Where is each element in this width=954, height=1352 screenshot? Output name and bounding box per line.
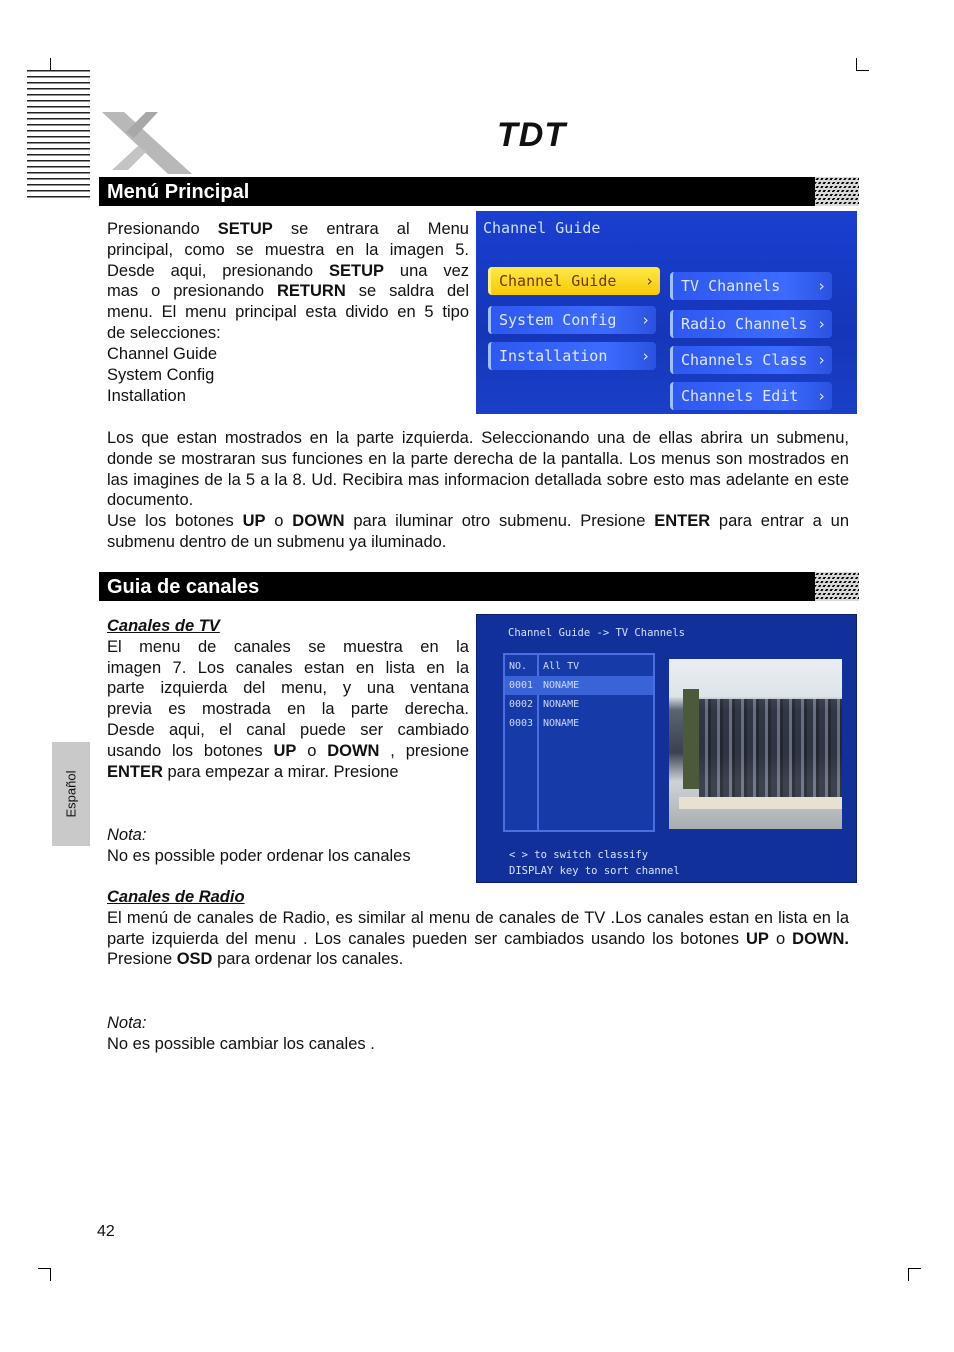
list-header: NO. All TV (509, 661, 580, 672)
language-tab (52, 742, 90, 846)
section-heading-guia-de-canales (99, 572, 859, 601)
text-line: Desde aqui, el canal puede ser cambiado (107, 720, 469, 739)
note-text: No es possible poder ordenar los canales (107, 846, 411, 865)
note-1 (107, 825, 469, 867)
text-line: Presionando SETUP se entrara al Menu (107, 220, 469, 238)
channel-list (503, 653, 655, 832)
text-line: parte izquierda del menu, y una ventana (107, 679, 469, 698)
text-line: principal, como se muestra en la imagen 5. (107, 240, 469, 259)
hint-switch-classify: < > to switch classify (509, 849, 649, 861)
menu-item-system-config: System Config › (488, 306, 656, 334)
section-heading-text: Menú Principal (107, 181, 250, 203)
brand-logo-icon (98, 108, 198, 178)
note-2 (107, 1013, 849, 1055)
hint-sort-channel: DISPLAY key to sort channel (509, 865, 680, 877)
table-row: 0002 NONAME (509, 699, 580, 710)
hatch-decoration (815, 572, 859, 601)
page-title: TDT (497, 116, 567, 154)
paragraph-buttons: Use los botones UP o DOWN para iluminar otro submenu. Presione ENTER para entrar a un submenu dentro de un submenu ya iluminado. (107, 512, 850, 551)
menu-list (107, 344, 469, 406)
chevron-right-icon: › (816, 351, 826, 369)
paragraph-menus: Los que estan mostrados en la parte izquierda. Seleccionando una de ellas abrira un submenu, donde se mostraran sus funciones en la parte derecha de la pantalla. Los menus son mostrados en las imagines de la 5 a la 8. Ud. Recibira mas informacion detallada sobre esto mas adelante en este documento. Use los botones UP o DOWN para iluminar otro submenu. Presione ENTER para entrar a un submenu dentro de un submenu ya iluminado. (107, 429, 850, 551)
menu-item-installation: Installation › (488, 342, 656, 370)
crop-mark-bottom-left (38, 1268, 51, 1281)
text-line: El menu de canales se muestra en la (107, 637, 469, 656)
header-stripes (27, 70, 90, 200)
language-tab-label: Español (63, 770, 79, 818)
screen-title: Channel Guide -> TV Channels (508, 627, 686, 639)
menu-item-channel-guide: Channel Guide › (488, 267, 660, 295)
crop-mark-top-right (856, 58, 869, 71)
text-line: previa es mostrada en la parte derecha. (107, 700, 469, 719)
intro-paragraph (107, 219, 469, 344)
hatch-decoration (815, 177, 859, 206)
paragraph-radio: El menú de canales de Radio, es similar al menu de canales de TV .Los canales estan en lista en la parte izquierda del menu . Los canales pueden ser cambiados usando los botones UP o DOWN. Presione OSD para ordenar los canales. (107, 908, 849, 969)
text-line: usando los botones UP o DOWN , presione (107, 741, 469, 760)
chevron-right-icon: › (816, 277, 826, 295)
submenu-item-tv-channels: TV Channels › (670, 272, 832, 300)
chevron-right-icon: › (644, 272, 654, 290)
note-text: No es possible cambiar los canales . (107, 1034, 375, 1053)
note-label: Nota: (107, 1014, 147, 1032)
main-menu-screenshot (476, 211, 857, 414)
note-label: Nota: (107, 826, 147, 844)
text-line: mas o presionando RETURN se saldra del (107, 282, 469, 301)
text-line: ENTER para empezar a mirar. Presione (107, 762, 399, 781)
list-item: Channel Guide (107, 345, 218, 363)
list-item: System Config (107, 365, 215, 384)
channel-preview-image (669, 659, 842, 829)
section-heading-text: Guia de canales (107, 576, 260, 598)
text-line: imagen 7. Los canales estan en lista en la (107, 658, 469, 677)
chevron-right-icon: › (640, 311, 650, 329)
page-number: 42 (97, 1223, 115, 1240)
table-row: 0003 NONAME (509, 718, 580, 729)
tv-channels-block (107, 616, 469, 782)
text-line: menu. El menu principal esta divido en 5 tipo (107, 303, 469, 322)
chevron-right-icon: › (816, 315, 826, 333)
submenu-item-radio-channels: Radio Channels › (670, 310, 832, 338)
section-heading-menu-principal (99, 177, 859, 206)
list-item: Installation (107, 386, 186, 405)
subheading-canales-tv: Canales de TV (107, 617, 220, 635)
crop-mark-bottom-right (908, 1268, 921, 1281)
radio-channels-block (107, 887, 849, 970)
submenu-item-channels-edit: Channels Edit › (670, 382, 832, 410)
screen-title: Channel Guide (483, 219, 601, 237)
table-row: 0001 NONAME (505, 676, 653, 695)
chevron-right-icon: › (816, 387, 826, 405)
chevron-right-icon: › (640, 347, 650, 365)
submenu-item-channels-class: Channels Class › (670, 346, 832, 374)
tv-channels-screenshot (476, 614, 857, 883)
text-line: de selecciones: (107, 323, 221, 342)
text-line: Desde aqui, presionando SETUP una vez (107, 261, 469, 280)
subheading-canales-radio: Canales de Radio (107, 888, 245, 906)
